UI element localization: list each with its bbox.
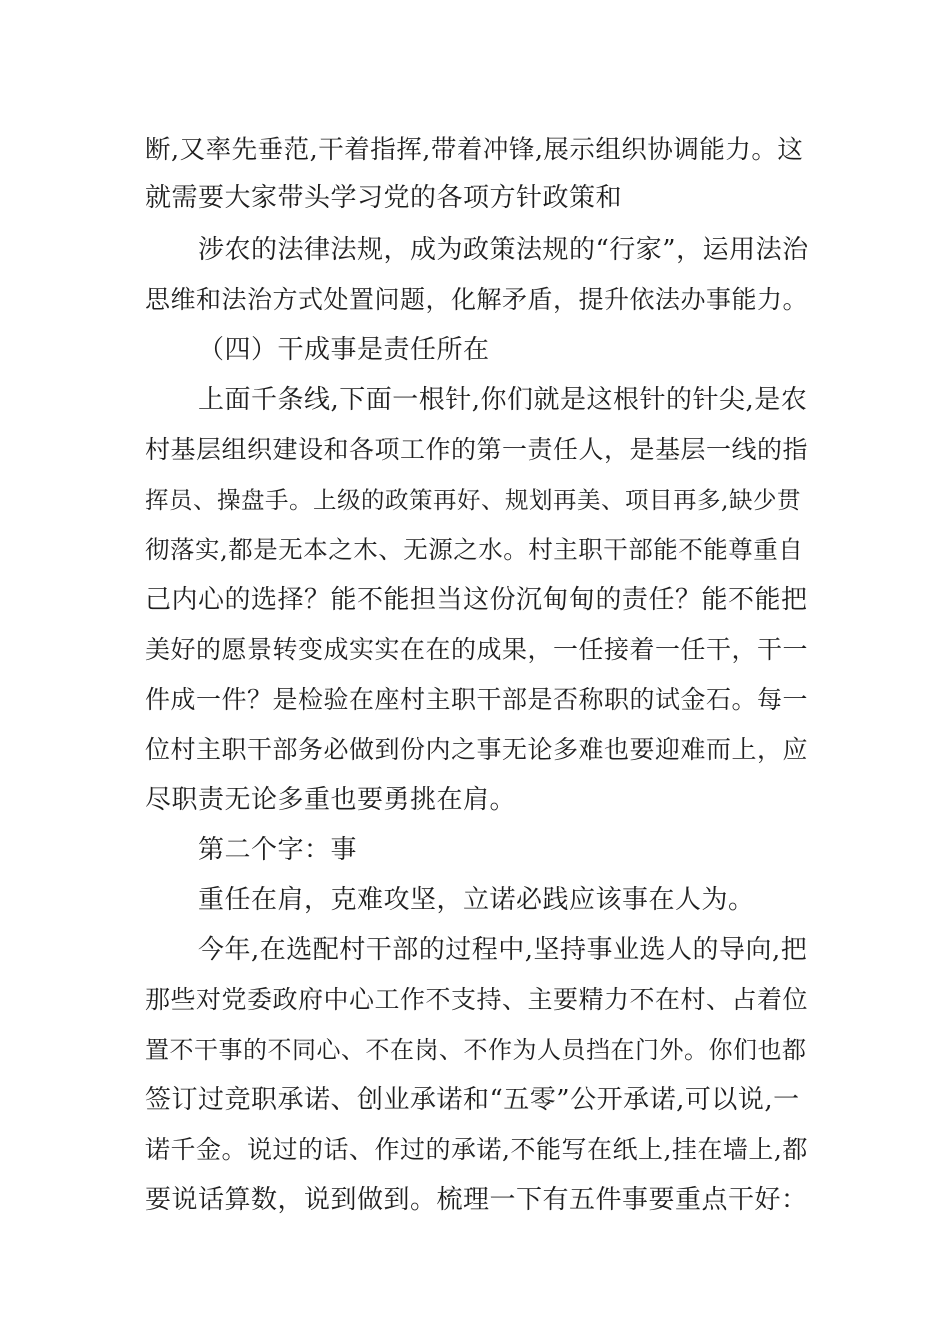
body-text-line: 件成一件？是检验在座村主职干部是否称职的试金石。每一 <box>145 685 809 714</box>
body-text-line: 思维和法治方式处置问题，化解矛盾，提升依法办事能力。 <box>145 285 809 314</box>
body-text-line: 村基层组织建设和各项工作的第一责任人，是基层一线的指 <box>145 435 809 464</box>
body-text-line: 挥员、操盘手。上级的政策再好、规划再美、项目再多,缺少贯 <box>145 486 801 514</box>
section-heading: 第二个字：事 <box>198 835 358 865</box>
body-text-line: 今年,在选配村干部的过程中,坚持事业选人的导向,把 <box>198 935 808 965</box>
section-heading: （四）干成事是责任所在 <box>198 335 490 365</box>
body-text-line: 美好的愿景转变成实实在在的成果，一任接着一任干，干一 <box>145 635 809 664</box>
body-text-line: 彻落实,都是无本之木、无源之水。村主职干部能不能尊重自 <box>145 535 804 564</box>
body-text-line: 上面千条线,下面一根针,你们就是这根针的针尖,是农 <box>198 385 808 415</box>
body-text-line: 那些对党委政府中心工作不支持、主要精力不在村、占着位 <box>145 985 809 1014</box>
body-text-line: 要说话算数，说到做到。梳理一下有五件事要重点干好： <box>145 1185 808 1215</box>
body-text-line: 重任在肩，克难攻坚，立诺必践应该事在人为。 <box>198 885 755 915</box>
body-text-line: 就需要大家带头学习党的各项方针政策和 <box>145 183 623 213</box>
body-text-line: 尽职责无论多重也要勇挑在肩。 <box>145 785 517 815</box>
body-text-line: 断,又率先垂范,干着指挥,带着冲锋,展示组织协调能力。这 <box>145 135 804 165</box>
body-text-line: 签订过竞职承诺、创业承诺和“五零”公开承诺,可以说,一 <box>145 1085 800 1115</box>
body-text-line: 诺千金。说过的话、作过的承诺,不能写在纸上,挂在墙上,都 <box>145 1135 808 1164</box>
body-text-line: 涉农的法律法规，成为政策法规的“行家”，运用法治 <box>198 235 809 265</box>
body-text-line: 位村主职干部务必做到份内之事无论多难也要迎难而上，应 <box>145 735 809 764</box>
body-text-line: 置不干事的不同心、不在岗、不作为人员挡在门外。你们也都 <box>145 1036 807 1064</box>
body-text-line: 己内心的选择？能不能担当这份沉甸甸的责任？能不能把 <box>145 585 808 615</box>
